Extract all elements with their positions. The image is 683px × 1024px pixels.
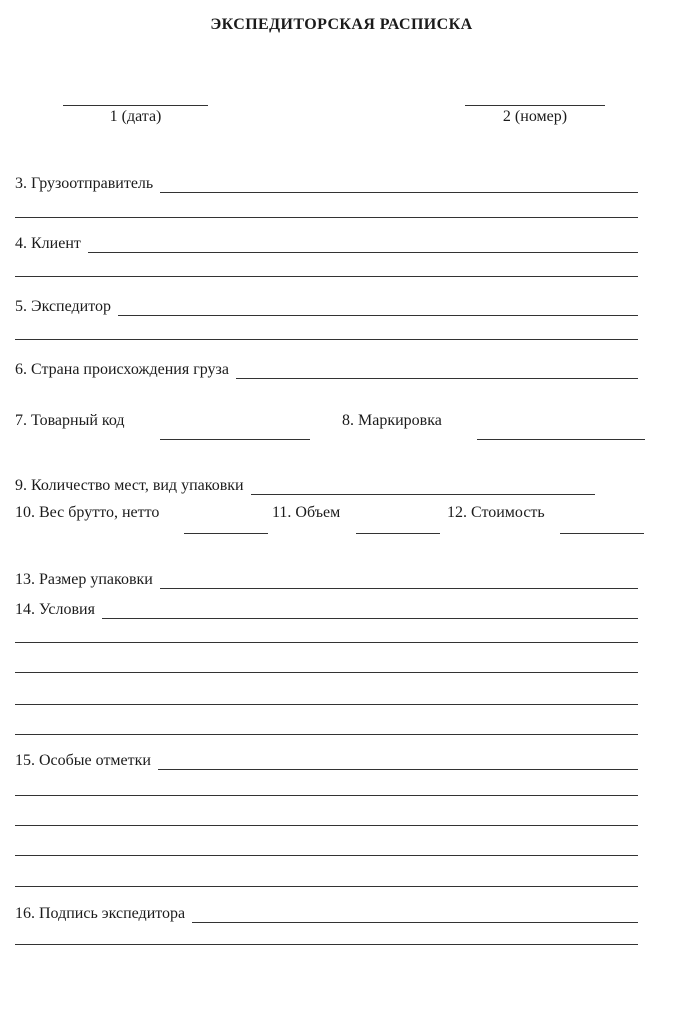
field-12-label: 12. Стоимость (447, 504, 545, 521)
ruled-line (15, 886, 638, 887)
field-row-conditions (15, 598, 638, 619)
field-9-label: 9. Количество мест, вид упаковки (15, 477, 244, 494)
field-10-label: 10. Вес брутто, нетто (15, 504, 160, 521)
ruled-line (15, 672, 638, 673)
field-11-blank (356, 533, 440, 534)
ruled-line (15, 734, 638, 735)
field-5-blank (118, 296, 638, 316)
ruled-line (15, 944, 638, 945)
field-13-label: 13. Размер упаковки (15, 571, 153, 588)
field-7-blank (160, 439, 310, 440)
form-title: ЭКСПЕДИТОРСКАЯ РАСПИСКА (210, 16, 473, 33)
field-4-blank (88, 233, 638, 253)
ruled-line (15, 276, 638, 277)
ruled-line (15, 825, 638, 826)
field-3-blank (160, 173, 638, 193)
field-8-blank (477, 439, 645, 440)
field-15-blank (158, 750, 638, 770)
field-11-label: 11. Объем (272, 504, 341, 521)
field-row-forwarder-signature (15, 902, 638, 923)
ruled-line (15, 795, 638, 796)
field-16-label: 16. Подпись экспедитора (15, 905, 186, 922)
field-7-label: 7. Товарный код (15, 412, 125, 429)
field-row-shipper (15, 172, 638, 193)
ruled-line (15, 217, 638, 218)
field-row-forwarder (15, 295, 638, 316)
field-6-label: 6. Страна происхождения груза (15, 361, 229, 378)
field-row-packages (15, 474, 595, 495)
field-14-label: 14. Условия (15, 601, 95, 618)
field-12-blank (560, 533, 644, 534)
field-14-blank (102, 599, 638, 619)
field-row-client (15, 232, 638, 253)
field-8-label: 8. Маркировка (342, 412, 442, 429)
field-16-blank (192, 903, 638, 923)
field-row-special-notes (15, 749, 638, 770)
ruled-line (15, 339, 638, 340)
field-9-blank (251, 475, 595, 495)
field-10-blank (184, 533, 268, 534)
number-label: 2 (номер) (502, 108, 568, 125)
field-15-label: 15. Особые отметки (15, 752, 151, 769)
number-field (465, 105, 605, 126)
field-row-origin-country (15, 358, 638, 379)
field-3-label: 3. Грузоотправитель (15, 175, 154, 192)
ruled-line (15, 855, 638, 856)
field-row-package-size (15, 568, 638, 589)
field-5-label: 5. Экспедитор (15, 298, 111, 315)
field-13-blank (160, 569, 638, 589)
ruled-line (15, 704, 638, 705)
date-label: 1 (дата) (109, 108, 162, 125)
ruled-line (15, 642, 638, 643)
date-field (63, 105, 208, 126)
field-6-blank (236, 359, 638, 379)
field-4-label: 4. Клиент (15, 235, 81, 252)
